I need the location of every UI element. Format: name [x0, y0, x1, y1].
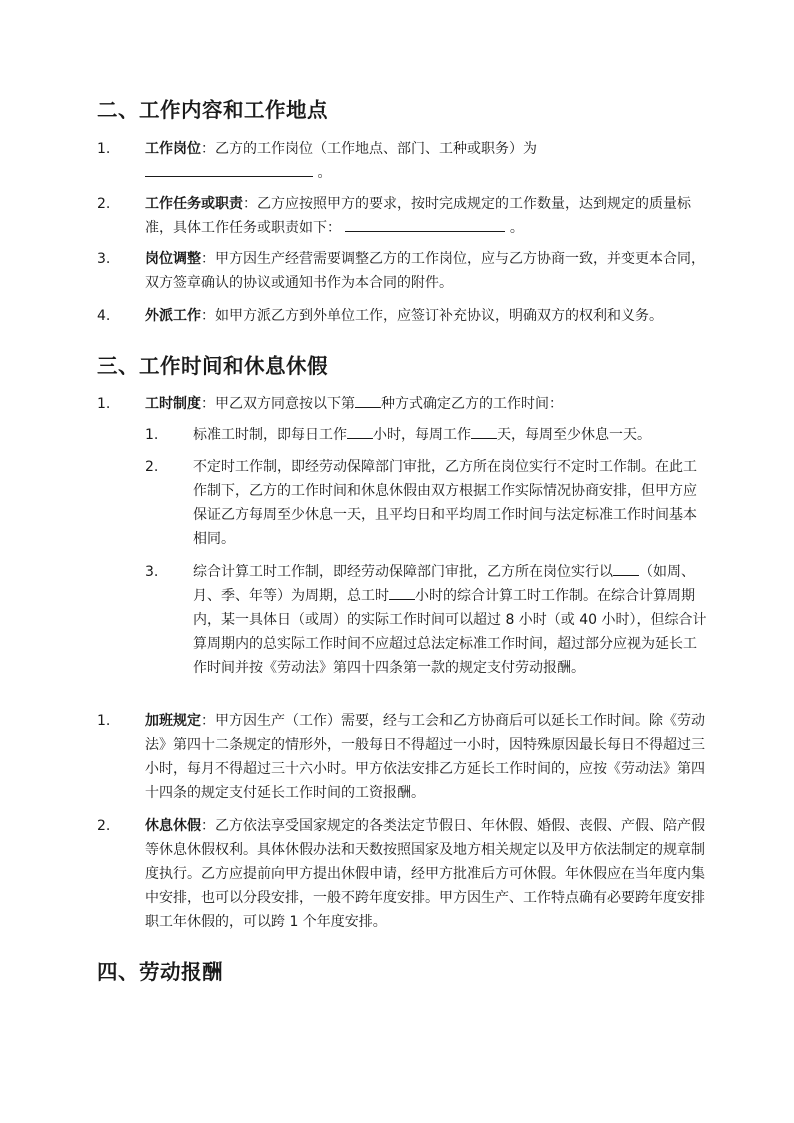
item-number: 3. [145, 564, 159, 580]
list-item [97, 192, 707, 240]
item-text: 天，每周至少休息一天。 [497, 427, 651, 443]
section-3-title: 三、工作时间和休息休假 [97, 354, 328, 378]
item-number: 2. [145, 459, 159, 475]
sub-list-item [145, 560, 707, 680]
item-text: ：乙方的工作岗位（工作地点、部门、工种或职务）为 [201, 141, 537, 157]
item-number: 1. [97, 141, 111, 157]
list-item [97, 709, 707, 805]
item-number: 1. [97, 396, 111, 412]
fill-in-blank[interactable] [389, 584, 415, 600]
item-label: 工作岗位 [145, 141, 201, 157]
list-item [97, 137, 707, 185]
sub-list-item [145, 423, 707, 447]
item-number: 2. [97, 818, 111, 834]
item-text: ：甲方因生产经营需要调整乙方的工作岗位，应与乙方协商一致，并变更本合同，双方签章确认的协议或通知书作为本合同的附件。 [145, 251, 705, 291]
item-text: ：如甲方派乙方到外单位工作，应签订补充协议，明确双方的权利和义务。 [201, 308, 663, 324]
item-label: 休息休假 [145, 818, 201, 834]
item-label: 加班规定 [145, 713, 201, 729]
fill-in-blank[interactable] [355, 392, 381, 408]
item-text: ：甲乙双方同意按以下第 [201, 396, 355, 412]
list-item [97, 304, 707, 328]
fill-in-blank[interactable] [145, 161, 313, 177]
item-text: 标准工时制，即每日工作 [193, 427, 347, 443]
list-item [97, 392, 707, 416]
list-item [97, 814, 707, 934]
fill-in-blank[interactable] [347, 423, 373, 439]
item-label: 工作任务或职责 [145, 196, 243, 212]
section-4-title: 四、劳动报酬 [97, 960, 223, 984]
item-number: 1. [145, 427, 159, 443]
list-item [97, 247, 707, 295]
item-text: 综合计算工时工作制，即经劳动保障部门审批，乙方所在岗位实行以 [193, 564, 613, 580]
item-tail: 。 [509, 220, 524, 236]
item-text: ：乙方应按照甲方的要求，按时完成规定的工作数量，达到规定的质量标准，具体工作任务或职责如下： [145, 196, 691, 236]
sub-list-item [145, 455, 707, 551]
item-tail: 。 [317, 165, 332, 181]
item-text: ：甲方因生产（工作）需要，经与工会和乙方协商后可以延长工作时间。除《劳动法》第四十二条规定的情形外，一般每日不得超过一小时，因特殊原因最长每日不得超过三小时，每月不得超过三十六小时。甲方依法安排乙方延长工作时间的，应按《劳动法》第四十四条的规定支付延长工作时间的工资报酬。 [145, 713, 705, 801]
item-text: ：乙方依法享受国家规定的各类法定节假日、年休假、婚假、丧假、产假、陪产假等休息休假权利。具体休假办法和天数按照国家及地方相关规定以及甲方依法制定的规章制度执行。乙方应提前向甲方提出休假申请，经甲方批准后方可休假。年休假应在当年度内集中安排，也可以分段安排，一般不跨年度安排。甲方因生产、工作特点确有必要跨年度安排职工年休假的，可以跨 1 个年度安排。 [145, 818, 705, 930]
item-label: 外派工作 [145, 308, 201, 324]
item-text: 小时的综合计算工时工作制。在综合计算周期内，某一具体日（或周）的实际工作时间可以超过 8 小时（或 40 小时），但综合计算周期内的总实际工作时间不应超过总法定标准工作时间，超过部分应视为延长工作时间并按《劳动法》第四十四条第一款的规定支付劳动报酬。 [193, 588, 707, 676]
item-label: 岗位调整 [145, 251, 201, 267]
item-number: 2. [97, 196, 111, 212]
item-text: （如周、月、季、年等）为周期，总工时 [193, 564, 695, 604]
fill-in-blank[interactable] [613, 560, 639, 576]
item-number: 4. [97, 308, 111, 324]
item-text: 小时，每周工作 [373, 427, 471, 443]
item-number: 3. [97, 251, 111, 267]
fill-in-blank[interactable] [345, 216, 505, 232]
section-2-title: 二、工作内容和工作地点 [97, 98, 328, 122]
item-label: 工时制度 [145, 396, 201, 412]
fill-in-blank[interactable] [471, 423, 497, 439]
item-text: 不定时工作制，即经劳动保障部门审批，乙方所在岗位实行不定时工作制。在此工作制下，乙方的工作时间和休息休假由双方根据工作实际情况协商安排，但甲方应保证乙方每周至少休息一天，且平均日和平均周工作时间与法定标准工作时间基本相同。 [193, 459, 697, 547]
item-text: 种方式确定乙方的工作时间： [381, 396, 563, 412]
item-number: 1. [97, 713, 111, 729]
